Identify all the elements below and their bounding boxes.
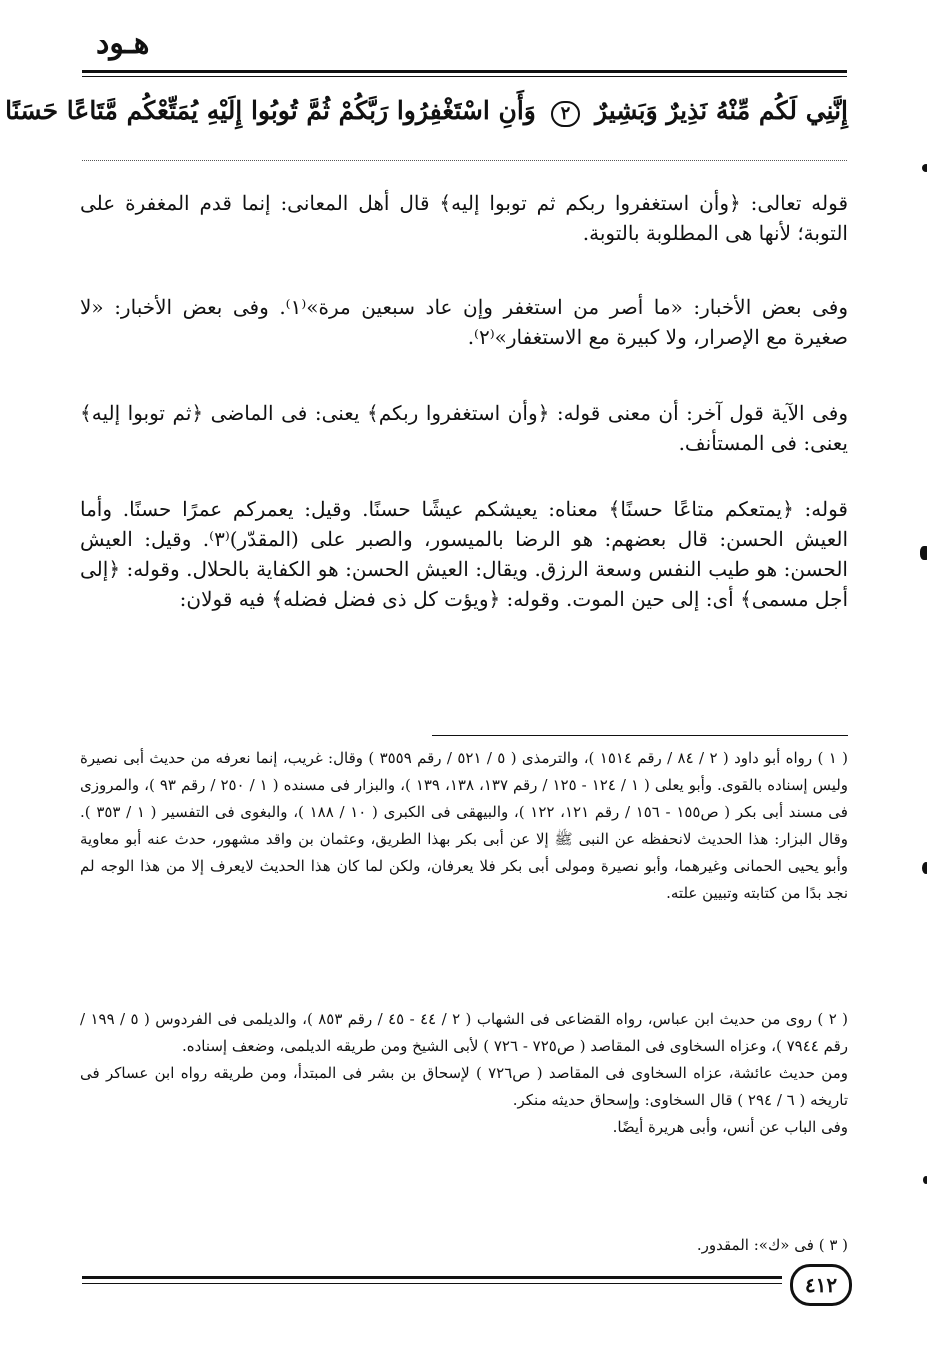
verse-divider	[82, 160, 847, 161]
verse-text-start: إِنَّنِي لَكُم مِّنْهُ نَذِيرٌ وَبَشِيرٌ	[594, 96, 848, 125]
running-head-title: هـود	[96, 26, 150, 61]
paragraph-2: وفى بعض الأخبار: «ما أصر من استغفر وإن عاد سبعين مرة»⁽١⁾. وفى بعض الأخبار: «لا صغيرة مع الإصرار، ولا كبيرة مع الاستغفار»⁽٢⁾.	[80, 295, 848, 349]
footnote-2-part-1: ( ٢ ) روى من حديث ابن عباس، رواه القضاعى فى الشهاب ( ٢ / ٤٤ - ٤٥ / رقم ٨٥٣ )، والديلمى فى الفردوس ( ٥ / ١٩٩ / رقم ٧٩٤٤ )، وعزاه السخاوى فى المقاصد ( ص٧٢٥ - ٧٢٦ ) لأبى الشيخ ومن طريقه الديلمى، وضعف إسناده.	[80, 1010, 849, 1055]
page-number: ٤١٢	[790, 1264, 852, 1306]
footnote-separator	[432, 735, 848, 736]
binding-mark	[922, 164, 927, 172]
binding-mark	[922, 862, 927, 874]
footnote-2-part-3: وفى الباب عن أنس، وأبى هريرة أيضًا.	[612, 1118, 848, 1136]
verse-number-badge: ٢	[551, 101, 581, 127]
quran-verse	[5, 96, 848, 140]
verse-text-end: وَأَنِ اسْتَغْفِرُوا رَبَّكُمْ ثُمَّ تُوبُوا إِلَيْهِ يُمَتِّعْكُم مَّتَاعًا حَسَنًا	[5, 96, 536, 125]
footnote-3: ( ٣ ) فى «ك»: المقدور.	[696, 1236, 848, 1254]
header-rule-thin	[82, 76, 847, 77]
footnote-1: ( ١ ) رواه أبو داود ( ٢ / ٨٤ / رقم ١٥١٤ )، والترمذى ( ٥ / ٥٢١ / رقم ٣٥٥٩ ) وقال: غريب، إنما نعرفه من حديث أبى نصيرة وليس إسناده بالقوى. وأبو يعلى ( ١ / ١٢٤ - ١٢٥ / رقم ١٣٧، ١٣٨، ١٣٩ )، والبزار فى مسنده ( ١ / ٢٥٠ / رقم ٩٣ )، والمروزى فى مسند أبى بكر ( ص١٥٥ - ١٥٦ / رقم ١٢١، ١٢٢ )، والبيهقى فى الكبرى ( ١٠ / ١٨٨ )، والبغوى فى التفسير ( ١ / ٣٥٣ ). وقال البزار: هذا الحديث لانحفظه عن النبى ﷺ إلا عن أبى بكر بهذا الطريق، وعثمان بن واقد مشهور، حدث عنه أبو معاوية وأبو يحيى الحمانى وغيرهما، وأبو نصيرة ومولى أبى بكر فلا يعرفان، ولكن لما كان هذا الحديث لايعرف إلا من هذا الوجه لم نجد بدًا من كتابته وتبيين علته.	[80, 749, 849, 902]
binding-mark	[923, 1176, 927, 1184]
binding-mark	[920, 546, 927, 560]
paragraph-1: قوله تعالى: ﴿وأن استغفروا ربكم ثم توبوا إليه﴾ قال أهل المعانى: إنما قدم المغفرة على التوبة؛ لأنها هى المطلوبة بالتوبة.	[80, 191, 848, 245]
footer-rule-thick	[82, 1276, 782, 1279]
paragraph-4: قوله: ﴿يمتعكم متاعًا حسنًا﴾ معناه: يعيشكم عيشًا حسنًا. وقيل: يعمركم عمرًا حسنًا. وأما العيش الحسن: قال بعضهم: هو الرضا بالميسور، والصبر على (المقدّر)⁽٣⁾. وقيل: العيش الحسن: هو طيب النفس وسعة الرزق. ويقال: العيش الحسن: هو الكفاية بالحلال. وقوله: ﴿إلى أجل مسمى﴾ أى: إلى حين الموت. وقوله: ﴿ويؤت كل ذى فضل فضله﴾ فيه قولان:	[80, 497, 848, 611]
footer-rule-thin	[82, 1283, 782, 1284]
footnote-2	[80, 1006, 848, 1141]
footnote-2-part-2: ومن حديث عائشة، عزاه السخاوى فى المقاصد ( ص٧٢٦ ) لإسحاق بن بشر فى المبتدأ، ومن طريقه رواه ابن عساكر فى تاريخه ( ٦ / ٢٩٤ ) قال السخاوى: وإسحاق حديثه منكر.	[80, 1064, 848, 1109]
header-rule-thick	[82, 70, 847, 73]
paragraph-3: وفى الآية قول آخر: أن معنى قوله: ﴿وأن استغفروا ربكم﴾ يعنى: فى الماضى ﴿ثم توبوا إليه﴾ يعنى: فى المستأنف.	[80, 401, 848, 455]
